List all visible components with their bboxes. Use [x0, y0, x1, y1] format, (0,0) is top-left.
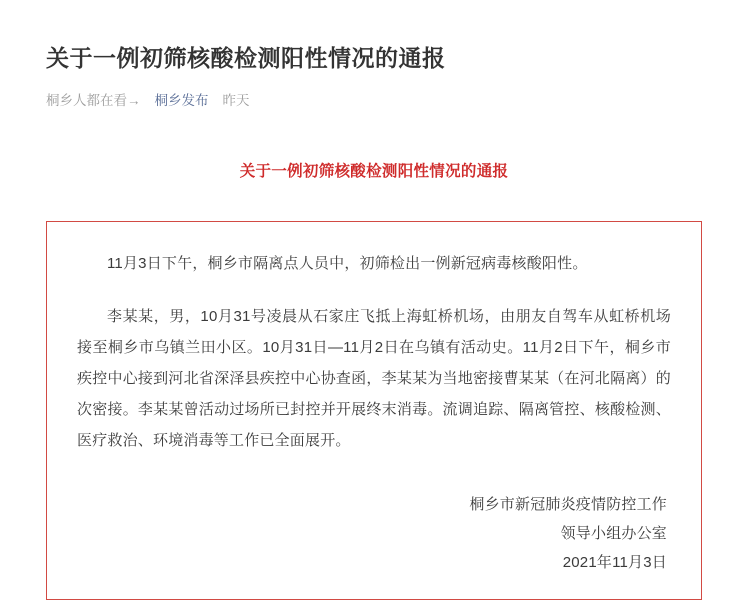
signature-line-2: 领导小组办公室 [560, 525, 667, 543]
signature-line-1: 桐乡市新冠肺炎疫情防控工作 [469, 496, 667, 514]
signature-line-3: 2021年11月3日 [562, 554, 667, 572]
notice-paragraph-2: 李某某，男，10月31号凌晨从石家庄飞抵上海虹桥机场，由朋友自驾车从虹桥机场接至桐乡市乌镇兰田小区。10月31日—11月2日在乌镇有活动史。11月2日下午，桐乡市疾控中心接到河北省深泽县疾控中心协查函，李某某为当地密接曹某某（在河北隔离）的次密接。李某某曾活动过场所已封控并开展终末消毒。流调追踪、隔离管控、核酸检测、医疗救治、环境消毒等工作已全面展开。 [77, 308, 671, 450]
article-body [46, 159, 702, 600]
meta-watching-label: 桐乡人都在看→ [46, 93, 141, 109]
notice-box [46, 221, 702, 600]
meta-account-link[interactable]: 桐乡发布 [154, 93, 209, 109]
notice-headline: 关于一例初筛核酸检测阳性情况的通报 [239, 163, 509, 181]
notice-signature [77, 490, 671, 577]
notice-paragraph-1: 11月3日下午，桐乡市隔离点人员中，初筛检出一例新冠病毒核酸阳性。 [107, 255, 588, 273]
article-page [0, 15, 748, 573]
page-title: 关于一例初筛核酸检测阳性情况的通报 [46, 45, 446, 72]
meta-date: 昨天 [222, 93, 250, 109]
article-meta [46, 91, 702, 111]
